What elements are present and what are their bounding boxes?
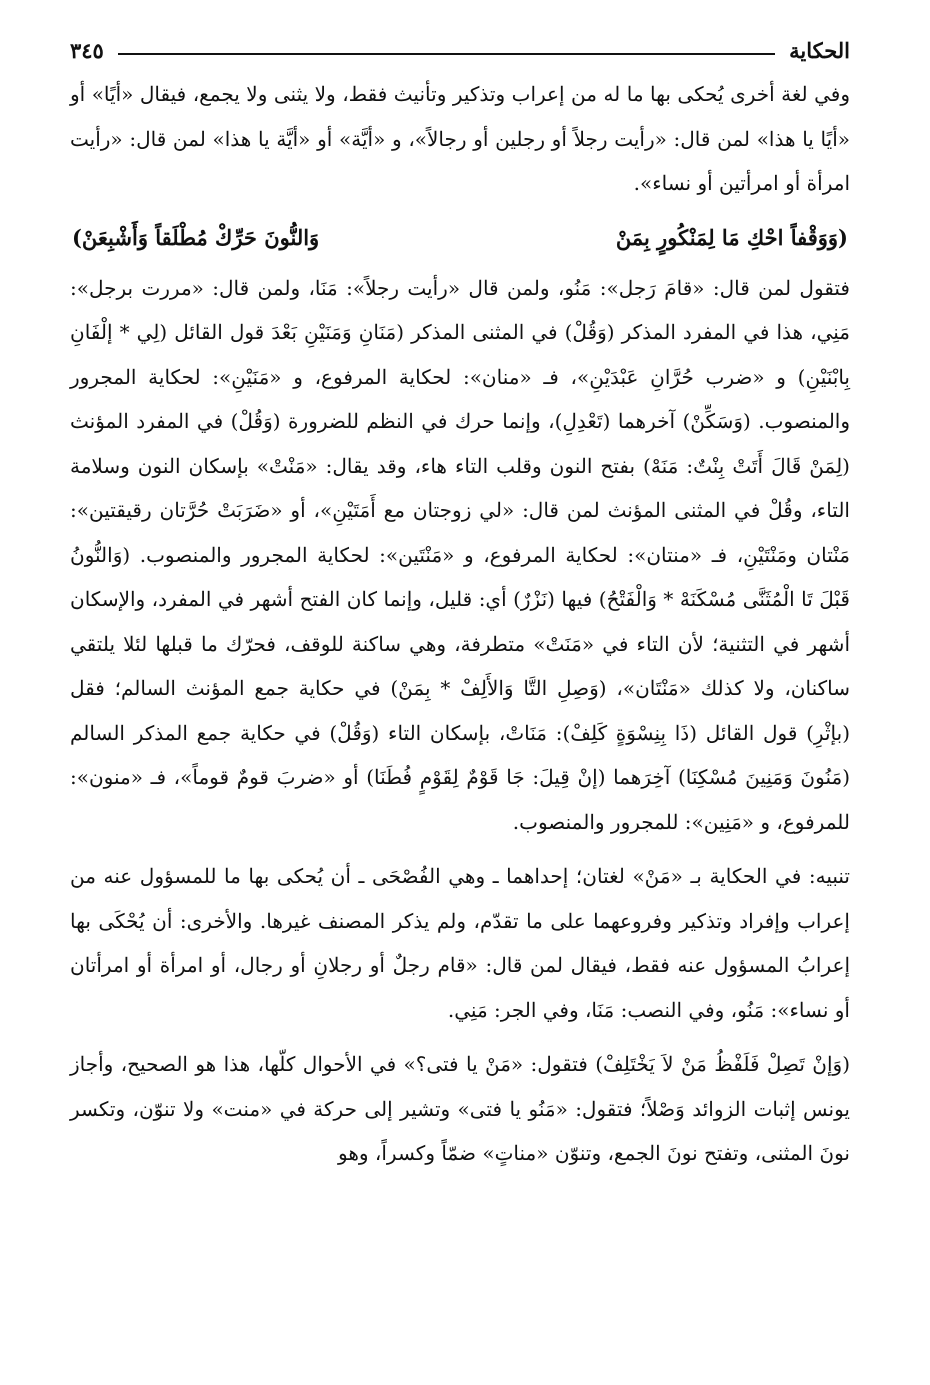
paragraph-text: (وَإنْ تَصِلْ فَلَفْظُ مَنْ لاَ يَخْتَلِفْ) فتقول: «مَنْ يا فتى؟» في الأحوال كلّها، هذا هو الصحيح، وأجاز يونس إثبات الزوائد وَصْلاً؛ فتقول: «مَنُو يا فتى» وتشير إلى حركة في «منت» ولا تنوّن، وتكسر نونَ المثنى، وتفتح نونَ الجمع، وتنوّن «مناتٍ» ضمّاً وكسراً، وهو <box>70 1052 850 1165</box>
paragraph-text: تنبيه: في الحكاية بـ «مَنْ» لغتان؛ إحداهما ـ وهي الفُصْحَى ـ أن يُحكى بها ما للمسؤول عنه من إعراب وإفراد وتذكير وفروعهما على ما تقدّم، ولم يذكر المصنف غيرها. والأخرى: أن يُحْكَى بها إعرابُ المسؤول عنه فقط، فيقال لمن قال: «قام رجلٌ أو رجلانِ أو رجال، أو امرأة أو امرأتان أو نساء»: مَنُو، وفي النصب: مَنَا، وفي الجر: مَنِي. <box>70 864 850 1022</box>
verse-second-hemistich: وَالنُّونَ حَرِّكْ مُطْلَقاً وَأَشْبِعَنْ) <box>72 224 320 250</box>
paragraph-text: وفي لغة أخرى يُحكى بها ما له من إعراب وتذكير وتأنيث فقط، ولا يثنى ولا يجمع، فيقال «أيًا» أو «أيًا يا هذا» لمن قال: «رأيت رجلاً أو رجلين أو رجالاً»، و «أيَّة» أو «أيَّة يا هذا» لمن قال: «رأيت امرأة أو امرأتين أو نساء». <box>70 82 850 195</box>
verse-first-hemistich: (وَوَقْفاً احْكِ مَا لِمَنْكُورٍ بِمَنْ <box>615 224 848 250</box>
book-page <box>70 28 850 1358</box>
page-number: ٣٤٥ <box>70 37 104 63</box>
verse-line <box>70 216 850 260</box>
running-header <box>70 28 850 72</box>
paragraph-continuation <box>70 1042 850 1176</box>
paragraph-text: فتقول لمن قال: «قامَ رَجل»: مَنُو، ولمن قال «رأيت رجلاً»: مَنَا، ولمن قال: «مررت برجل»: مَنِي، هذا في المفرد المذكر (وَقُلْ) في المثنى المذكر (مَنَانِ وَمَنَيْنِ بَعْدَ قول القائل (لِي * إلْفَانِ بِابْنَيْنِ) و «ضرب حُرَّانِ عَبْدَيْنِ»، فـ «منان»: لحكاية المرفوع، و «مَنَيْنِ»: لحكاية المجرور والمنصوب. (وَسَكِّنْ) آخرهما (تَعْدِلِ)، وإنما حرك في النظم للضرورة (وَقُلْ) في المفرد المؤنث (لِمَنْ قَالَ أَتَتْ بِنْتٌ: مَنَهْ) بفتح النون وقلب التاء هاء، وقد يقال: «مَنْتْ» بإسكان النون وسلامة التاء، وقُلْ في المثنى المؤنث لمن قال: «لي زوجتان مع أَمَتَيْنِ»، أو «ضَرَبَتْ حُرَّتان رقيقتين»: مَنْتان ومَنْتَيْنِ، فـ «منتان»: لحكاية المرفوع، و «مَنْتَين»: لحكاية المجرور والمنصوب. (وَالنُّونُ قَبْلَ تَا الْمُثَنَّى مُسْكَنَهْ * وَالْفَتْحُ) فيها (نَزْرٌ) أي: قليل، وإنما كان الفتح أشهر في المفرد، والإسكان أشهر في التثنية؛ لأن التاء في «مَنَتْ» متطرفة، وهي ساكنة للوقف، فحرّك ما قبلها لئلا يلتقي ساكنان، ولا كذلك «مَنْتَان»، (وَصِلِ التَّا وَالأَلِفْ * بِمَنْ) في حكاية جمع المؤنث السالم؛ فقل (بإثْرِ) قول القائل (ذَا بِنِسْوَةٍ كَلِفْ): مَنَاتْ، بإسكان التاء (وَقُلْ) في حكاية جمع المذكر السالم (مَنُونَ وَمَنِينَ مُسْكِنَا) آخِرَهما (إنْ قِيلَ: جَا قَوْمٌ لِقَوْمٍ فُطَنَا) أو «ضربَ قومٌ قوماً»، فـ «منون»: للمرفوع، و «مَنِين»: للمجرور والمنصوب. <box>70 275 850 834</box>
paragraph-dialect-note <box>70 72 850 206</box>
paragraph-note <box>70 854 850 1032</box>
paragraph-commentary <box>70 266 850 845</box>
running-title: الحكاية <box>789 37 850 63</box>
header-rule <box>118 53 775 55</box>
